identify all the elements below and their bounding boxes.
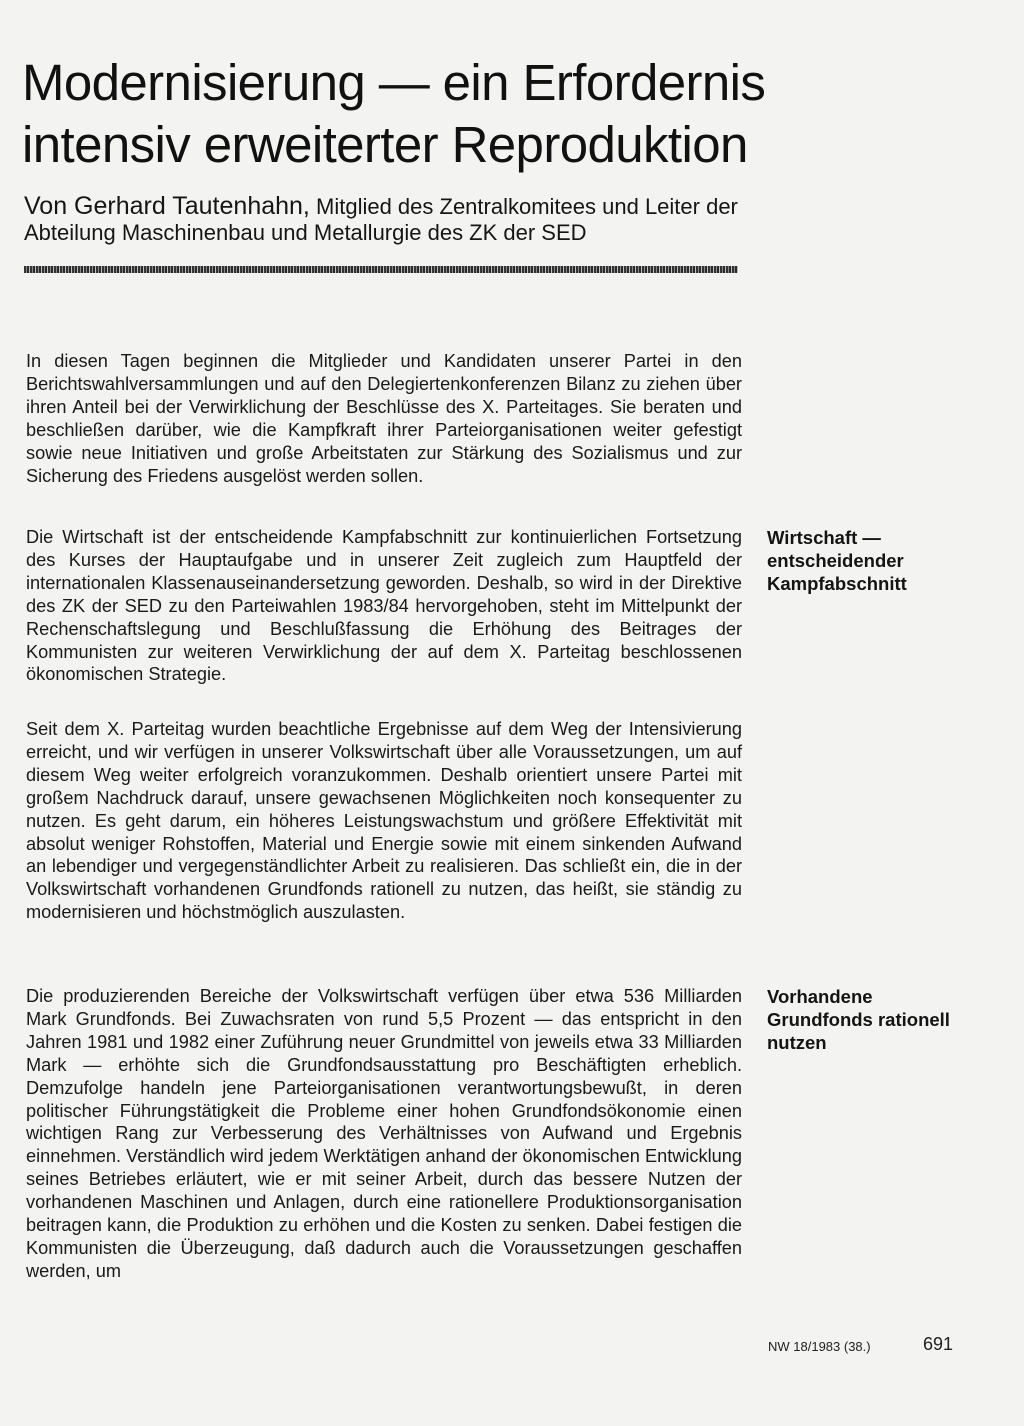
page-number: 691 xyxy=(923,1334,954,1354)
title-divider xyxy=(24,266,738,273)
article-title: Modernisierung — ein Erfordernis intensiv erweiterter Reproduktion xyxy=(22,54,766,173)
byline-role: Mitglied des Zentralkomitees und Leiter der Abteilung Maschinenbau und Metallurgie des ZK der SED xyxy=(24,194,738,245)
footer-source: NW 18/1983 (38.) xyxy=(768,1339,871,1354)
margin-heading-fixed-assets: Vorhandene Grundfonds rationell nutzen xyxy=(767,986,950,1053)
paragraph-intensification: Seit dem X. Parteitag wurden beachtliche Ergebnisse auf dem Weg der Intensivierung erreicht, und wir verfügen in unserer Volkswirtschaft über alle Voraussetzungen, um auf diesem Weg weiter erfolgreich voranzukommen. Deshalb orientiert unsere Partei mit großem Nachdruck darauf, unsere gewachsenen Möglichkeiten noch konsequenter zu nutzen. Es geht darum, ein höheres Leistungswachstum und größere Effektivität mit absolut weniger Rohstoffen, Material und Energie sowie mit einem sinkenden Aufwand an lebendiger und vergegenständlichter Arbeit zu realisieren. Das schließt ein, die in der Volkswirtschaft vorhandenen Grundfonds rationell zu nutzen, das heißt, sie ständig zu modernisieren und höchstmöglich auszulasten. xyxy=(26,719,742,923)
paragraph-fixed-assets: Die produzierenden Bereiche der Volkswirtschaft verfügen über etwa 536 Milliarden Mark Grundfonds. Bei Zuwachsraten von rund 5,5 Prozent — das entspricht in den Jahren 1981 und 1982 einer Zuführung neuer Grundmittel von jeweils etwa 33 Milliarden Mark — erhöhte sich die Grundfondsausstattung pro Beschäftigten erheblich. Demzufolge handeln jene Parteiorganisationen verantwortungsbewußt, in deren politischer Führungstätigkeit die Probleme einer hohen Grundfondsökonomie einen wichtigen Rang zur Verbesserung des Verhältnisses von Aufwand und Ergebnis einnehmen. Verständlich wird jedem Werktätigen anhand der ökonomischen Entwicklung seines Betriebes erläutert, wie er mit seiner Arbeit, durch das bessere Nutzen der vorhandenen Maschinen und Anlagen, durch eine rationellere Produktionsorganisation beitragen kann, die Produktion zu erhöhen und die Kosten zu senken. Dabei festigen die Kommunisten die Überzeugung, daß dadurch auch die Voraussetzungen geschaffen werden, um xyxy=(26,986,742,1281)
byline-author: Von Gerhard Tautenhahn, xyxy=(24,192,310,220)
margin-heading-economy: Wirtschaft — entscheidender Kampfabschnitt xyxy=(767,527,907,594)
paragraph-economy: Die Wirtschaft ist der entscheidende Kampfabschnitt zur kontinuierlichen Fortsetzung des Kurses der Hauptaufgabe und in unserer Zeit zugleich zum Hauptfeld der internationalen Klassenauseinandersetzung geworden. Deshalb, so wird in der Direktive des ZK der SED zu den Parteiwahlen 1983/84 hervorgehoben, steht im Mittelpunkt der Rechenschaftslegung und Beschlußfassung die Erhöhung des Beitrages der Kommunisten zur weiteren Verwirklichung der auf dem X. Parteitag beschlossenen ökonomischen Strategie. xyxy=(26,527,742,685)
paragraph-intro: In diesen Tagen beginnen die Mitglieder und Kandidaten unserer Partei in den Berichtswahlversammlungen und auf den Delegiertenkonferenzen Bilanz zu ziehen über ihren Anteil bei der Verwirklichung der Beschlüsse des X. Parteitages. Sie beraten und beschließen darüber, wie die Kampfkraft ihrer Parteiorganisationen weiter gefestigt sowie neue Initiativen und große Arbeitstaten zur Stärkung des Sozialismus und zur Sicherung des Friedens ausgelöst werden sollen. xyxy=(26,351,742,486)
article-byline xyxy=(24,193,784,246)
